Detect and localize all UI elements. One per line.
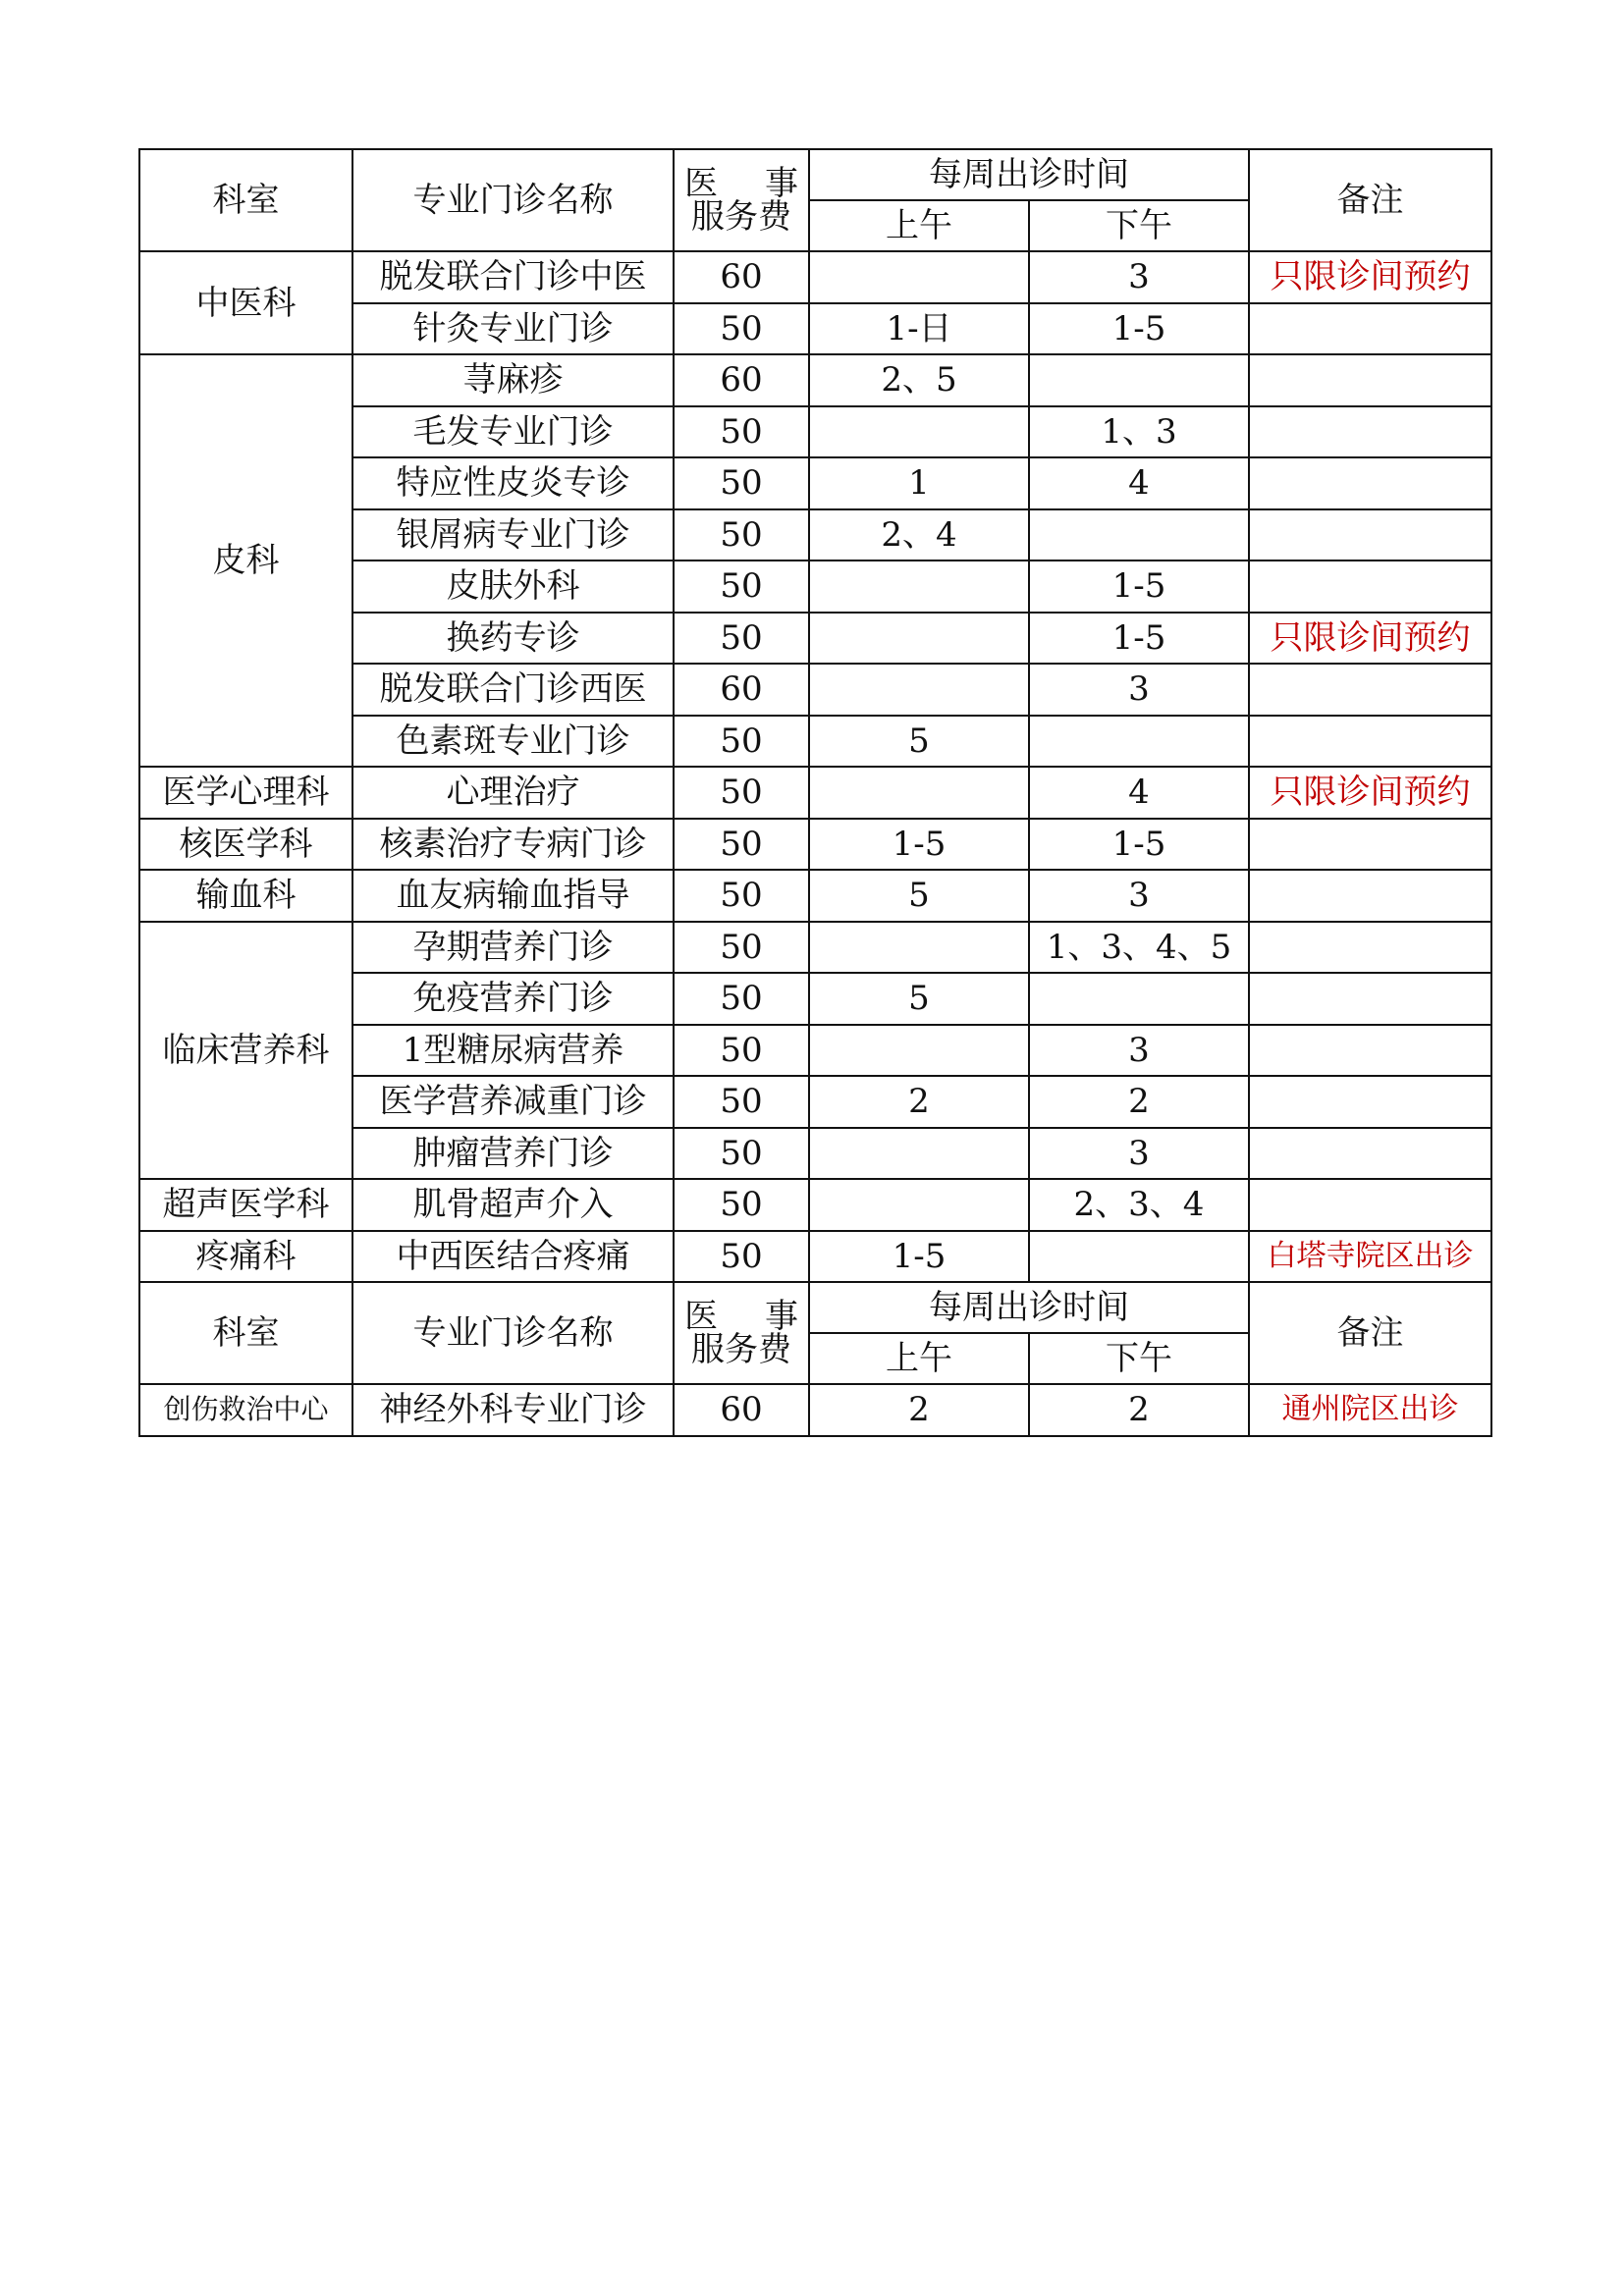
fee-cell: 50	[674, 457, 809, 509]
am-cell: 2、5	[809, 354, 1029, 406]
clinic-cell: 脱发联合门诊中医	[352, 251, 674, 303]
note-cell	[1249, 973, 1491, 1025]
clinic-cell: 银屑病专业门诊	[352, 509, 674, 561]
pm-cell	[1029, 973, 1249, 1025]
am-cell: 1	[809, 457, 1029, 509]
am-cell	[809, 1025, 1029, 1077]
header-note: 备注	[1249, 149, 1491, 251]
note-cell	[1249, 1025, 1491, 1077]
pm-cell: 2、3、4	[1029, 1179, 1249, 1231]
header2-am: 上午	[809, 1333, 1029, 1384]
note-cell	[1249, 354, 1491, 406]
pm-cell: 1-5	[1029, 819, 1249, 871]
note-cell: 通州院区出诊	[1249, 1384, 1491, 1436]
am-cell: 2	[809, 1384, 1029, 1436]
note-cell	[1249, 406, 1491, 458]
fee-cell: 50	[674, 1179, 809, 1231]
pm-cell: 3	[1029, 870, 1249, 922]
pm-cell: 2	[1029, 1076, 1249, 1128]
dept-cell: 疼痛科	[139, 1231, 352, 1283]
table-row	[139, 870, 1491, 922]
clinic-cell: 免疫营养门诊	[352, 973, 674, 1025]
clinic-cell: 特应性皮炎专诊	[352, 457, 674, 509]
pm-cell: 4	[1029, 457, 1249, 509]
note-cell	[1249, 870, 1491, 922]
note-cell	[1249, 303, 1491, 355]
table-row	[139, 819, 1491, 871]
clinic-cell: 针灸专业门诊	[352, 303, 674, 355]
note-cell	[1249, 922, 1491, 974]
fee-cell: 50	[674, 406, 809, 458]
fee-cell: 50	[674, 973, 809, 1025]
header2-dept: 科室	[139, 1282, 352, 1384]
clinic-cell: 皮肤外科	[352, 561, 674, 613]
am-cell	[809, 664, 1029, 716]
note-cell: 白塔寺院区出诊	[1249, 1231, 1491, 1283]
clinic-cell: 中西医结合疼痛	[352, 1231, 674, 1283]
pm-cell: 3	[1029, 1128, 1249, 1180]
table-row	[139, 354, 1491, 406]
fee-cell: 50	[674, 1128, 809, 1180]
clinic-cell: 血友病输血指导	[352, 870, 674, 922]
header2-note: 备注	[1249, 1282, 1491, 1384]
fee-cell: 60	[674, 664, 809, 716]
clinic-cell: 肿瘤营养门诊	[352, 1128, 674, 1180]
clinic-cell: 脱发联合门诊西医	[352, 664, 674, 716]
pm-cell: 1-5	[1029, 613, 1249, 665]
header-am: 上午	[809, 200, 1029, 251]
am-cell	[809, 561, 1029, 613]
clinic-cell: 核素治疗专病门诊	[352, 819, 674, 871]
am-cell	[809, 406, 1029, 458]
fee-cell: 50	[674, 1025, 809, 1077]
fee-cell: 50	[674, 1076, 809, 1128]
fee-cell: 50	[674, 303, 809, 355]
fee-cell: 50	[674, 922, 809, 974]
fee-cell: 50	[674, 561, 809, 613]
note-cell	[1249, 457, 1491, 509]
dept-cell: 输血科	[139, 870, 352, 922]
clinic-cell: 色素斑专业门诊	[352, 716, 674, 768]
am-cell	[809, 1128, 1029, 1180]
table-row	[139, 767, 1491, 819]
fee-cell: 60	[674, 1384, 809, 1436]
fee-cell: 50	[674, 870, 809, 922]
pm-cell: 3	[1029, 251, 1249, 303]
note-cell: 只限诊间预约	[1249, 613, 1491, 665]
fee-cell: 50	[674, 509, 809, 561]
clinic-cell: 毛发专业门诊	[352, 406, 674, 458]
clinic-cell: 换药专诊	[352, 613, 674, 665]
pm-cell: 3	[1029, 664, 1249, 716]
note-cell	[1249, 1128, 1491, 1180]
fee-cell: 60	[674, 354, 809, 406]
header2-pm: 下午	[1029, 1333, 1249, 1384]
header-fee	[674, 149, 809, 251]
am-cell: 5	[809, 870, 1029, 922]
clinic-cell: 孕期营养门诊	[352, 922, 674, 974]
am-cell: 1-日	[809, 303, 1029, 355]
note-cell: 只限诊间预约	[1249, 767, 1491, 819]
table-row	[139, 1231, 1491, 1283]
header-pm: 下午	[1029, 200, 1249, 251]
clinic-cell: 神经外科专业门诊	[352, 1384, 674, 1436]
am-cell	[809, 767, 1029, 819]
fee-cell: 50	[674, 767, 809, 819]
note-cell	[1249, 509, 1491, 561]
fee-cell: 50	[674, 819, 809, 871]
header-schedule: 每周出诊时间	[809, 149, 1249, 200]
header2-fee-line1: 医 事	[684, 1297, 798, 1336]
pm-cell	[1029, 716, 1249, 768]
am-cell: 5	[809, 716, 1029, 768]
header-row-2	[139, 1282, 1491, 1333]
header-fee-line2: 服务费	[691, 197, 791, 237]
table-row	[139, 251, 1491, 303]
note-cell	[1249, 716, 1491, 768]
table-row	[139, 1384, 1491, 1436]
pm-cell: 1、3、4、5	[1029, 922, 1249, 974]
am-cell	[809, 251, 1029, 303]
fee-cell: 50	[674, 613, 809, 665]
note-cell	[1249, 1076, 1491, 1128]
table-row	[139, 1179, 1491, 1231]
header2-fee-line2: 服务费	[691, 1330, 791, 1369]
pm-cell: 4	[1029, 767, 1249, 819]
dept-cell: 核医学科	[139, 819, 352, 871]
clinic-cell: 1型糖尿病营养	[352, 1025, 674, 1077]
header2-clinic: 专业门诊名称	[352, 1282, 674, 1384]
pm-cell: 1、3	[1029, 406, 1249, 458]
header-dept: 科室	[139, 149, 352, 251]
pm-cell: 1-5	[1029, 303, 1249, 355]
am-cell: 2、4	[809, 509, 1029, 561]
clinic-cell: 心理治疗	[352, 767, 674, 819]
dept-cell: 临床营养科	[139, 922, 352, 1180]
am-cell: 1-5	[809, 819, 1029, 871]
pm-cell	[1029, 509, 1249, 561]
header2-fee	[674, 1282, 809, 1384]
pm-cell: 1-5	[1029, 561, 1249, 613]
table-row	[139, 922, 1491, 974]
dept-cell: 皮科	[139, 354, 352, 767]
am-cell	[809, 1179, 1029, 1231]
note-cell	[1249, 561, 1491, 613]
header-clinic: 专业门诊名称	[352, 149, 674, 251]
fee-cell: 50	[674, 1231, 809, 1283]
clinic-cell: 医学营养减重门诊	[352, 1076, 674, 1128]
am-cell: 1-5	[809, 1231, 1029, 1283]
pm-cell: 3	[1029, 1025, 1249, 1077]
note-cell	[1249, 819, 1491, 871]
clinic-cell: 肌骨超声介入	[352, 1179, 674, 1231]
am-cell: 5	[809, 973, 1029, 1025]
clinic-schedule-table	[138, 148, 1492, 1437]
fee-cell: 60	[674, 251, 809, 303]
am-cell	[809, 922, 1029, 974]
am-cell: 2	[809, 1076, 1029, 1128]
note-cell	[1249, 664, 1491, 716]
header2-schedule: 每周出诊时间	[809, 1282, 1249, 1333]
pm-cell	[1029, 1231, 1249, 1283]
dept-cell: 超声医学科	[139, 1179, 352, 1231]
pm-cell: 2	[1029, 1384, 1249, 1436]
note-cell: 只限诊间预约	[1249, 251, 1491, 303]
pm-cell	[1029, 354, 1249, 406]
note-cell	[1249, 1179, 1491, 1231]
fee-cell: 50	[674, 716, 809, 768]
clinic-cell: 荨麻疹	[352, 354, 674, 406]
dept-cell: 中医科	[139, 251, 352, 354]
header-fee-line1: 医 事	[684, 164, 798, 203]
dept-cell: 创伤救治中心	[139, 1384, 352, 1436]
header-row	[139, 149, 1491, 200]
dept-cell: 医学心理科	[139, 767, 352, 819]
am-cell	[809, 613, 1029, 665]
